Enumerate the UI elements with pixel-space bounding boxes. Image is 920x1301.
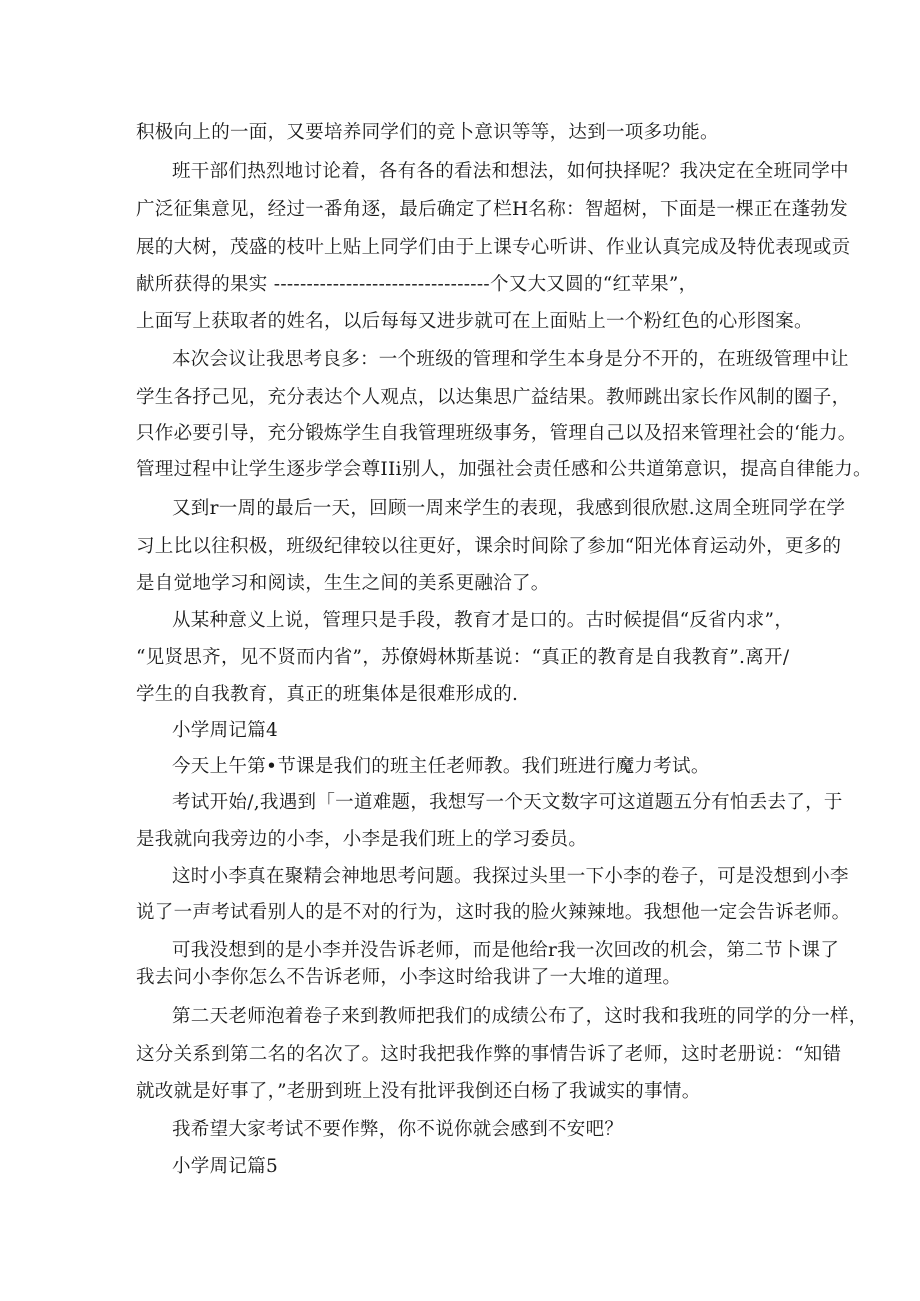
text-line: 学生的自我教育，真正的班集体是很难形成的.	[136, 684, 519, 705]
paragraph-start-line: 我希望大家考试不要作弊，你不说你就会感到不安吧？	[172, 1119, 624, 1140]
text-line: 习上比以往积极，班级纪律较以往更好，课余时间除了参加“阳光体育运动外，更多的	[136, 536, 842, 557]
paragraph-start-line: 本次会议让我思考良多：一个班级的管理和学生本身是分不开的，在班级管理中让	[172, 349, 849, 370]
paragraph-start-line: 又到r一周的最后一天，回顾一周来学生的表现，我感到很欣慰.这周全班同学在学	[172, 498, 846, 519]
text-line: 这分关系到第二名的名次了。这时我把我作弊的事情告诉了老师，这时老册说：“知错	[136, 1044, 842, 1065]
paragraph-start-line: 第二天老师泡着卷子来到教师把我们的成绩公布了，这时我和我班的同学的分一样，	[172, 1006, 868, 1027]
text-line: 展的大树，茂盛的枝叶上贴上同学们由于上课专心听讲、作业认真完成及特优表现或贡	[136, 237, 851, 258]
text-line: 我去问小李你怎么不告诉老师，小李这时给我讲了一大堆的道理。	[136, 967, 682, 988]
text-line: 是我就向我旁边的小李，小李是我们班上的学习委员。	[136, 829, 588, 850]
text-line: 学生各抒己见，充分表达个人观点，以达集思广益结果。教师跳出家长作风制的圈子，	[136, 387, 851, 408]
paragraph-start-line: 考试开始/,我遇到「一道难题，我想写一个天文数字可这道题五分有怕丢去了，于	[172, 792, 843, 813]
paragraph-start-line: 班干部们热烈地讨论着，各有各的看法和想法，如何抉择呢？我决定在全班同学中	[172, 161, 849, 182]
text-line: 广泛征集意见，经过一番角逐，最后确定了栏H名称：智超树，下面是一棵正在蓬勃发	[136, 199, 849, 220]
paragraph-start-line: 今天上午第•节课是我们的班主任老师教。我们班进行魔力考试。	[172, 756, 710, 777]
text-line: 说了一声考试看别人的是不对的行为，这时我的脸火辣辣地。我想他一定会告诉老师。	[136, 902, 851, 923]
text-line: 管理过程中让学生逐步学会尊IIi别人，加强社会责任感和公共道第意识，提高自律能力。	[136, 459, 872, 480]
text-line: 只作必要引导，充分锻炼学生自我管理班级事务，管理自己以及招来管理社会的‘能力。	[136, 423, 857, 444]
text-line: 是自觉地学习和阅读，生生之间的美系更融洽了。	[136, 573, 550, 594]
text-line: 上面写上获取者的姓名，以后每每又进步就可在上面贴上一个粉红色的心形图案。	[136, 311, 813, 332]
text-line: 积极向上的一面，又要培养同学们的竞卜意识等等，达到一项多功能。	[136, 122, 719, 143]
paragraph-start-line: 从某种意义上说，管理只是手段，教育才是口的。古时候提倡“反省内求”，	[172, 610, 794, 631]
section-heading: 小学周记篇4	[172, 720, 279, 741]
paragraph-start-line: 可我没想到的是小李并没告诉老师，而是他给r我一次回改的机会，第二节卜课了	[172, 940, 840, 961]
text-line: 就改就是好事了，”老册到班上没有批评我倒还白杨了我诚实的事情。	[136, 1081, 701, 1102]
section-heading: 小学周记篇5	[172, 1156, 279, 1177]
text-line: “见贤思齐，见不贤而内省”，苏僚姆林斯基说：“真正的教育是自我教育”.离开/	[136, 647, 790, 668]
text-line: 献所获得的果实 ---------------------------------个又大又圆的“红苹果”，	[136, 274, 698, 295]
paragraph-start-line: 这时小李真在聚精会神地思考问题。我探过头里一下小李的卷子，可是没想到小李	[172, 866, 849, 887]
